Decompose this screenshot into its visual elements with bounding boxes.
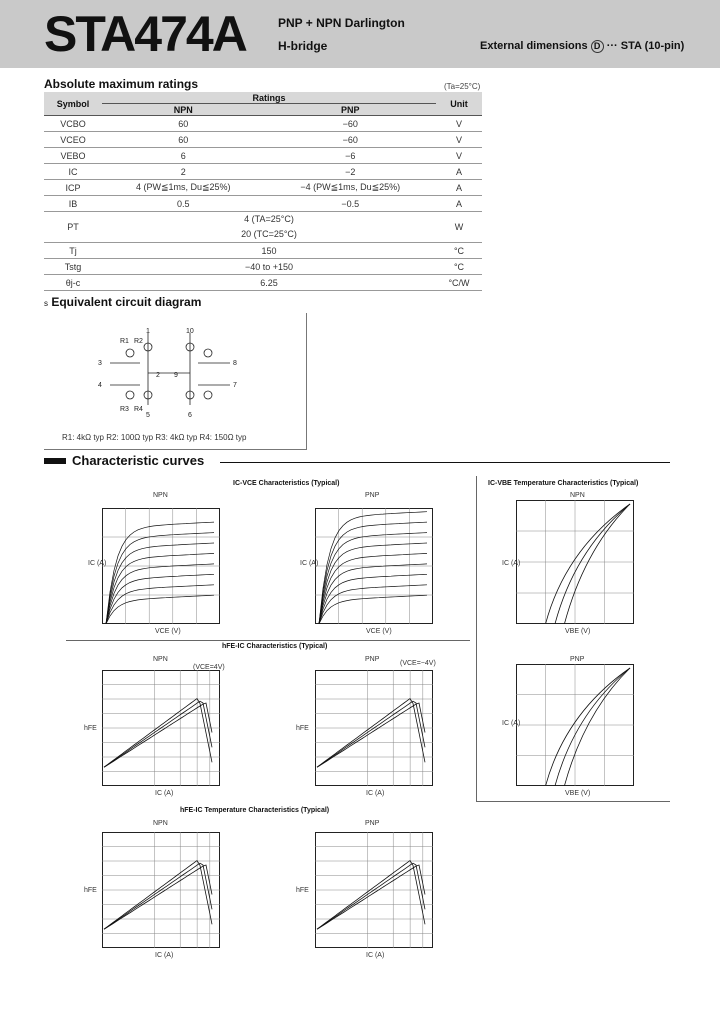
cell-value: 150 bbox=[102, 243, 436, 259]
x-label: IC (A) bbox=[155, 790, 174, 797]
table-row bbox=[44, 275, 482, 291]
pt-line-ta: 4 (TA=25°C) bbox=[244, 214, 294, 224]
table-row bbox=[44, 132, 482, 148]
pin-2: 2 bbox=[156, 372, 160, 379]
y-label: IC (A) bbox=[300, 560, 319, 567]
x-label: VCE (V) bbox=[155, 628, 181, 635]
pin-9: 9 bbox=[174, 372, 178, 379]
col-npn: NPN bbox=[102, 104, 264, 116]
ic-vce-pnp-label: PNP bbox=[365, 492, 380, 499]
col-pnp: PNP bbox=[264, 104, 436, 116]
table-row bbox=[44, 196, 482, 212]
cell-unit: °C bbox=[436, 243, 482, 259]
table-row bbox=[44, 259, 482, 275]
ratings-subheader-row bbox=[44, 104, 482, 116]
divider bbox=[66, 640, 470, 641]
curve bbox=[106, 522, 214, 624]
ic-vce-npn-label: NPN bbox=[153, 492, 168, 499]
label-r4: R4 bbox=[134, 406, 143, 413]
curve bbox=[319, 574, 427, 624]
cell-pnp: −60 bbox=[264, 132, 436, 148]
cell-symbol: PT bbox=[44, 212, 102, 243]
cell-pnp: −4 (PW≦1ms, Du≦25%) bbox=[264, 180, 436, 196]
plot-ic-vce-pnp bbox=[315, 508, 433, 624]
curve bbox=[317, 865, 425, 929]
y-label: IC (A) bbox=[502, 720, 521, 727]
curve bbox=[104, 865, 212, 929]
ratings-condition: (Ta=25°C) bbox=[444, 82, 481, 91]
label-r3: R3 bbox=[120, 406, 129, 413]
col-ratings: Ratings bbox=[102, 92, 436, 104]
curve bbox=[106, 574, 214, 624]
part-number: STA474A bbox=[44, 6, 246, 62]
x-label: VBE (V) bbox=[565, 790, 591, 797]
y-label: hFE bbox=[84, 887, 97, 894]
col-unit: Unit bbox=[436, 92, 482, 116]
y-label: IC (A) bbox=[88, 560, 107, 567]
cell-npn: 60 bbox=[102, 116, 264, 132]
cell-symbol: VCEO bbox=[44, 132, 102, 148]
cell-symbol: IC bbox=[44, 164, 102, 180]
external-dimensions-value: ··· STA (10-pin) bbox=[606, 40, 685, 52]
cell-npn: 60 bbox=[102, 132, 264, 148]
table-row bbox=[44, 243, 482, 259]
plot-hfe-ic-npn bbox=[102, 670, 220, 786]
cell-symbol: VCBO bbox=[44, 116, 102, 132]
curve bbox=[319, 564, 427, 624]
cell-symbol: θj-c bbox=[44, 275, 102, 291]
col-symbol: Symbol bbox=[44, 92, 102, 116]
subtitle-config: H-bridge bbox=[278, 39, 328, 53]
y-label: hFE bbox=[296, 725, 309, 732]
label-r2: R2 bbox=[134, 338, 143, 345]
curve bbox=[555, 668, 630, 786]
x-label: IC (A) bbox=[366, 952, 385, 959]
ratings-table bbox=[44, 92, 482, 291]
x-label: IC (A) bbox=[366, 790, 385, 797]
table-row bbox=[44, 148, 482, 164]
circuit-bullet: s bbox=[44, 299, 48, 308]
ic-vce-title: IC-VCE Characteristics (Typical) bbox=[233, 480, 340, 487]
ic-vbe-pnp-label: PNP bbox=[570, 656, 585, 663]
pin-6: 6 bbox=[188, 412, 192, 419]
circuit-diagram bbox=[90, 325, 250, 420]
hfe-ic-temp-title: hFE-IC Temperature Characteristics (Typical) bbox=[180, 807, 330, 814]
cell-unit: A bbox=[436, 164, 482, 180]
cell-pnp: −2 bbox=[264, 164, 436, 180]
curve bbox=[564, 504, 630, 624]
curve bbox=[106, 595, 214, 624]
plot-ic-vce-npn bbox=[102, 508, 220, 624]
subtitle-type: PNP + NPN Darlington bbox=[278, 16, 405, 30]
table-row-pt bbox=[44, 212, 482, 243]
pt-line-tc: 20 (TC=25°C) bbox=[241, 229, 297, 239]
cell-unit: V bbox=[436, 132, 482, 148]
section-bar bbox=[44, 458, 66, 464]
cell-npn: 2 bbox=[102, 164, 264, 180]
y-label: IC (A) bbox=[502, 560, 521, 567]
y-label: hFE bbox=[84, 725, 97, 732]
pin-10: 10 bbox=[186, 328, 194, 335]
circuit-title-text: Equivalent circuit diagram bbox=[51, 295, 202, 309]
pin-7: 7 bbox=[233, 382, 237, 389]
pin-1: 1 bbox=[146, 328, 150, 335]
curve bbox=[319, 553, 427, 624]
hfe-ic-title: hFE-IC Characteristics (Typical) bbox=[222, 643, 328, 650]
cell-npn: 0.5 bbox=[102, 196, 264, 212]
cell-symbol: ICP bbox=[44, 180, 102, 196]
curves-title: Characteristic curves bbox=[72, 453, 205, 468]
pin-5: 5 bbox=[146, 412, 150, 419]
panel-border bbox=[476, 476, 477, 802]
label-r1: R1 bbox=[120, 338, 129, 345]
curve bbox=[104, 703, 212, 767]
cell-pt-value bbox=[102, 212, 436, 243]
plot-hfe-temp-npn bbox=[102, 832, 220, 948]
cell-symbol: Tj bbox=[44, 243, 102, 259]
hfe-temp-npn-label: NPN bbox=[153, 820, 168, 827]
pin-3: 3 bbox=[98, 360, 102, 367]
table-row bbox=[44, 164, 482, 180]
curve bbox=[319, 595, 427, 624]
curve bbox=[546, 504, 631, 624]
circuit-footnote: R1: 4kΩ typ R2: 100Ω typ R3: 4kΩ typ R4: 150Ω typ bbox=[62, 433, 247, 442]
pin-4: 4 bbox=[98, 382, 102, 389]
plot-hfe-temp-pnp bbox=[315, 832, 433, 948]
curve bbox=[106, 564, 214, 624]
cell-value: −40 to +150 bbox=[102, 259, 436, 275]
curve bbox=[319, 543, 427, 624]
ic-vbe-title: IC-VBE Temperature Characteristics (Typical) bbox=[488, 480, 639, 487]
cell-unit: V bbox=[436, 116, 482, 132]
cell-pnp: −0.5 bbox=[264, 196, 436, 212]
cell-unit: W bbox=[436, 212, 482, 243]
plot-ic-vbe-npn bbox=[516, 500, 634, 624]
cell-symbol: IB bbox=[44, 196, 102, 212]
hfe-ic-pnp-label: PNP bbox=[365, 656, 380, 663]
hfe-ic-npn-cond: (VCE=4V) bbox=[193, 664, 225, 671]
curve bbox=[555, 504, 630, 624]
panel-border bbox=[476, 801, 670, 802]
cell-unit: V bbox=[436, 148, 482, 164]
table-row bbox=[44, 180, 482, 196]
y-label: hFE bbox=[296, 887, 309, 894]
cell-unit: °C/W bbox=[436, 275, 482, 291]
x-label: VCE (V) bbox=[366, 628, 392, 635]
curve bbox=[564, 668, 630, 786]
section-rule bbox=[220, 462, 670, 463]
ratings-title: Absolute maximum ratings bbox=[44, 77, 199, 91]
external-dimensions bbox=[480, 40, 684, 53]
cell-unit: A bbox=[436, 180, 482, 196]
package-code-icon: D bbox=[591, 40, 604, 53]
cell-unit: A bbox=[436, 196, 482, 212]
x-label: IC (A) bbox=[155, 952, 174, 959]
cell-unit: °C bbox=[436, 259, 482, 275]
cell-symbol: VEBO bbox=[44, 148, 102, 164]
cell-npn: 6 bbox=[102, 148, 264, 164]
cell-pnp: −6 bbox=[264, 148, 436, 164]
circuit-title bbox=[44, 295, 201, 309]
cell-npn: 4 (PW≦1ms, Du≦25%) bbox=[102, 180, 264, 196]
ratings-header-row bbox=[44, 92, 482, 104]
curve bbox=[106, 543, 214, 624]
cell-value: 6.25 bbox=[102, 275, 436, 291]
curve bbox=[319, 512, 427, 624]
cell-symbol: Tstg bbox=[44, 259, 102, 275]
hfe-temp-pnp-label: PNP bbox=[365, 820, 380, 827]
cell-pnp: −60 bbox=[264, 116, 436, 132]
plot-ic-vbe-pnp bbox=[516, 664, 634, 786]
plot-hfe-ic-pnp bbox=[315, 670, 433, 786]
hfe-ic-npn-label: NPN bbox=[153, 656, 168, 663]
pin-8: 8 bbox=[233, 360, 237, 367]
table-row bbox=[44, 116, 482, 132]
curve bbox=[546, 668, 631, 786]
ic-vbe-npn-label: NPN bbox=[570, 492, 585, 499]
x-label: VBE (V) bbox=[565, 628, 591, 635]
curve bbox=[106, 553, 214, 624]
curve bbox=[317, 703, 425, 767]
hfe-ic-pnp-cond: (VCE=−4V) bbox=[400, 660, 436, 667]
external-dimensions-label: External dimensions bbox=[480, 40, 588, 52]
